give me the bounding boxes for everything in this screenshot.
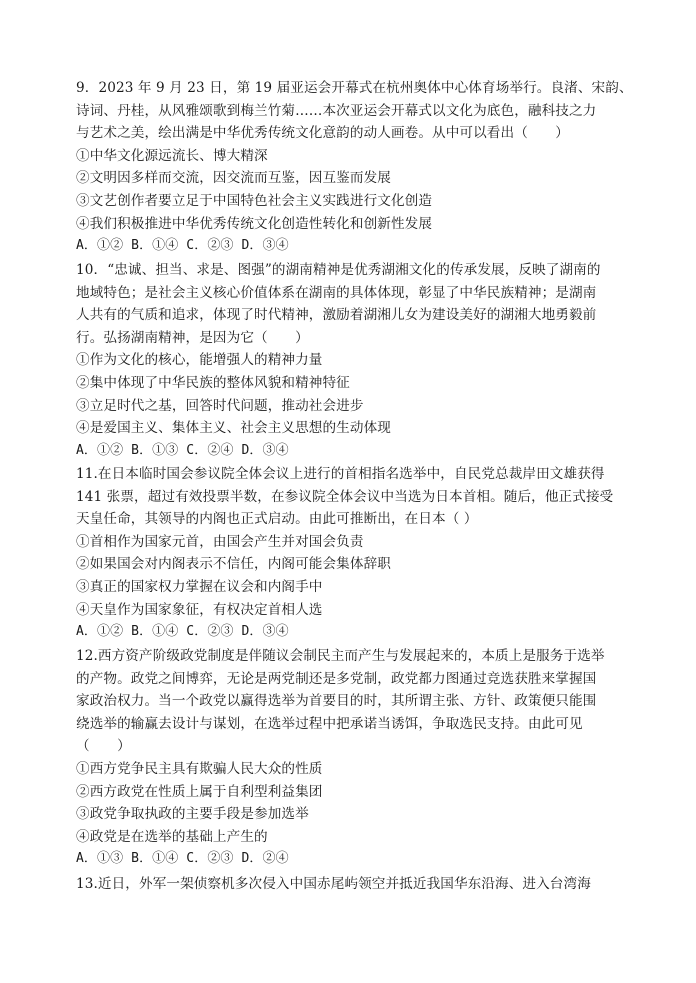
question-stem-line: 与艺术之美，绘出满是中华优秀传统文化意韵的动人画卷。从中可以看出（ ） (76, 125, 569, 142)
question-11 (76, 463, 616, 644)
question-10 (76, 259, 616, 462)
option-statement: ①作为文化的核心，能增强人的精神力量 (76, 352, 323, 369)
question-stem-line: 9．2023 年 9 月 23 日，第 19 届亚运会开幕式在杭州奥体中心体育场举行。良渚、宋韵、 (76, 80, 633, 96)
question-stem-line: 诗词、丹桂，从风雅颂歌到梅兰竹菊……本次亚运会开幕式以文化为底色，融科技之力 (76, 102, 597, 119)
question-stem-line: 13.近日，外军一架侦察机多次侵入中国赤尾屿领空并抵近我国华东沿海、进入台湾海 (76, 876, 591, 892)
option-statement: ③文艺创作者要立足于中国特色社会主义实践进行文化创造 (76, 192, 433, 209)
option-statement: ④政党是在选举的基础上产生的 (76, 828, 268, 845)
question-stem-line: （ ） (76, 738, 131, 755)
question-stem-line: 12.西方资产阶级政党制度是伴随议会制民主而产生与发展起来的，本质上是服务于选举 (76, 648, 605, 664)
option-statement: ②如果国会对内阁表示不信任，内阁可能会集体辞职 (76, 556, 391, 573)
answer-choices: A．①② B．①④ C．②③ D．③④ (76, 624, 289, 640)
answer-choices: A．①② B．①④ C．②③ D．③④ (76, 238, 289, 254)
answer-choices: A．①③ B．①④ C．②③ D．②④ (76, 851, 289, 867)
question-13 (76, 873, 616, 896)
option-statement: ②西方政党在性质上属于自利型利益集团 (76, 783, 323, 800)
question-stem-line: 10．“忠诚、担当、求是、图强”的湖南精神是优秀湖湘文化的传承发展，反映了湖南的 (76, 262, 601, 278)
question-9 (76, 77, 633, 258)
option-statement: ②文明因多样而交流，因交流而互鉴，因互鉴而发展 (76, 170, 391, 187)
option-statement: ④我们积极推进中华优秀传统文化创造性转化和创新性发展 (76, 215, 433, 232)
question-12 (76, 645, 616, 871)
option-statement: ④是爱国主义、集体主义、社会主义思想的生动体现 (76, 420, 391, 437)
option-statement: ①首相作为国家元首，由国会产生并对国会负责 (76, 533, 364, 550)
option-statement: ③真正的国家权力掌握在议会和内阁手中 (76, 578, 323, 595)
answer-choices: A．①② B．①③ C．②④ D．③④ (76, 442, 289, 458)
question-stem-line: 家政治权力。当一个政党以赢得选举为首要目的时，其所谓主张、方针、政策便只能围 (76, 693, 597, 710)
question-stem-line: 人共有的气质和追求，体现了时代精神，激励着湖湘儿女为建设美好的湖湘大地勇毅前 (76, 307, 597, 324)
option-statement: ③政党争取执政的主要手段是参加选举 (76, 806, 309, 823)
option-statement: ②集中体现了中华民族的整体风貌和精神特征 (76, 374, 350, 391)
question-stem-line: 绕选举的输赢去设计与谋划，在选举过程中把承诺当诱饵，争取选民支持。由此可见 (76, 715, 583, 732)
question-stem-line: 地域特色；是社会主义核心价值体系在湖南的具体体现，彰显了中华民族精神；是湖南 (76, 284, 597, 301)
question-stem-line: 141 张票，超过有效投票半数，在参议院全体会议中当选为日本首相。随后，他正式接受 (76, 488, 614, 505)
question-stem-line: 的产物。政党之间博弈，无论是两党制还是多党制，政党都力图通过竞选获胜来掌握国 (76, 670, 597, 687)
option-statement: ③立足时代之基，回答时代问题，推动社会进步 (76, 397, 364, 414)
question-stem-line: 行。弘扬湖南精神，是因为它（ ） (76, 329, 309, 346)
option-statement: ④天皇作为国家象征，有权决定首相人选 (76, 601, 323, 618)
question-stem-line: 天皇任命，其领导的内阁也正式启动。由此可推断出，在日本（ ） (76, 511, 478, 528)
option-statement: ①中华文化源远流长、博大精深 (76, 147, 268, 164)
question-stem-line: 11.在日本临时国会参议院全体会议上进行的首相指名选举中，自民党总裁岸田文雄获得 (76, 466, 605, 482)
option-statement: ①西方党争民主具有欺骗人民大众的性质 (76, 760, 323, 777)
